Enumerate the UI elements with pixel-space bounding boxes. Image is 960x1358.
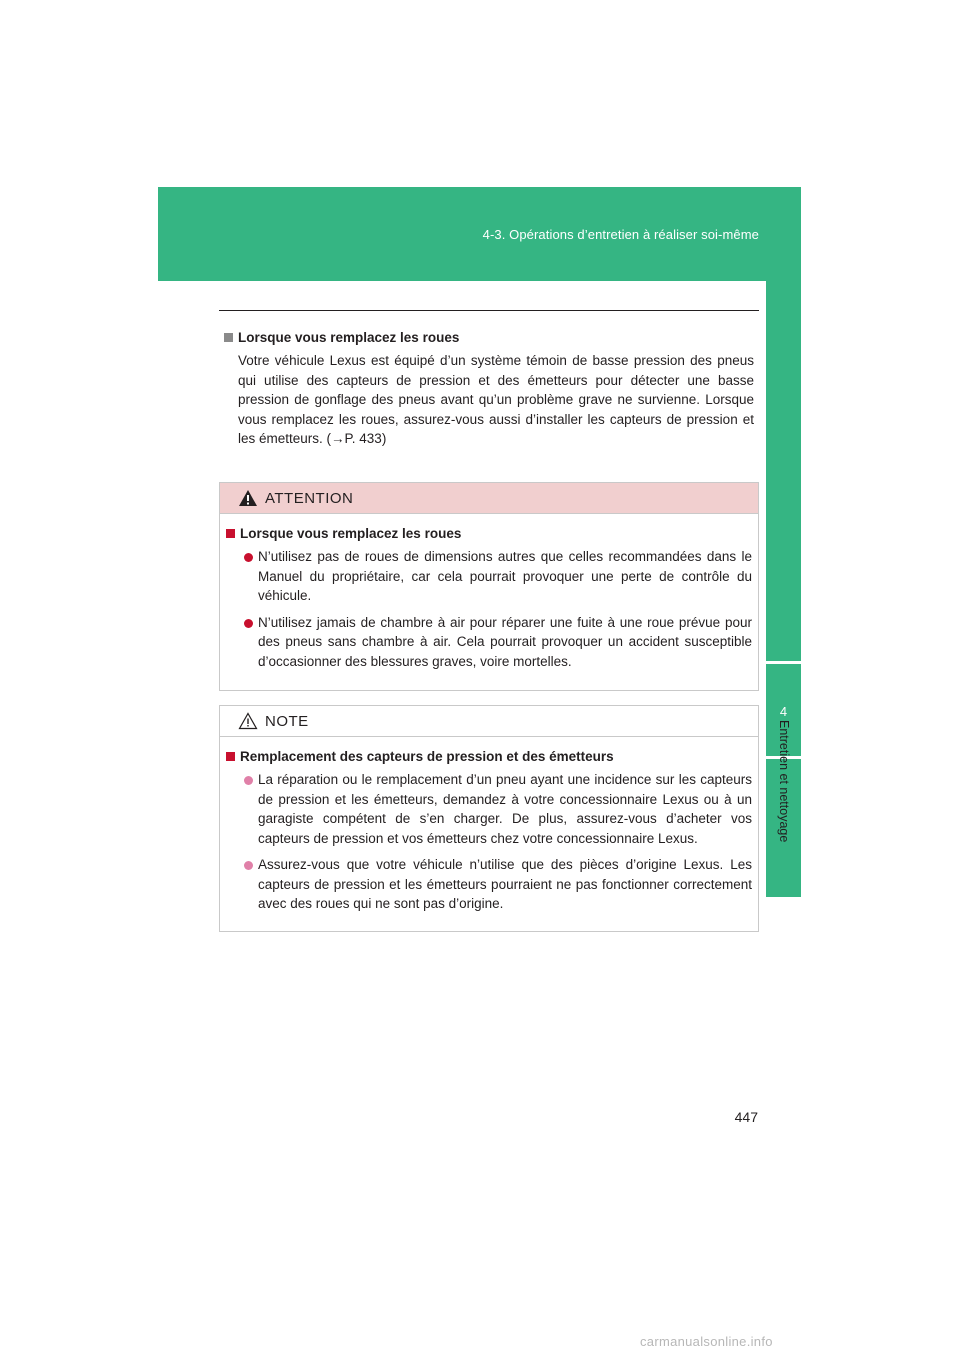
attention-label: ATTENTION xyxy=(265,489,354,507)
attention-box xyxy=(219,482,759,691)
square-bullet-icon xyxy=(226,529,235,538)
list-item: N’utilisez jamais de chambre à air pour réparer une fuite à une roue prévue pour des pneus sans chambre à air. Cela pourrait provoquer un accident susceptible d’occasionner des blessures graves, voire mortelles. xyxy=(244,613,752,672)
list-item: N’utilisez pas de roues de dimensions autres que celles recommandées dans le Manuel du propriétaire, car cela pourrait provoquer une perte de contrôle du véhicule. xyxy=(244,547,752,606)
note-list xyxy=(244,770,752,914)
note-box xyxy=(219,705,759,932)
intro-heading-text: Lorsque vous remplacez les roues xyxy=(238,330,460,345)
attention-list xyxy=(244,547,752,671)
bullet-dot-icon xyxy=(244,861,253,870)
chapter-number: 4 xyxy=(766,661,801,759)
top-divider xyxy=(219,310,759,311)
square-bullet-icon xyxy=(226,752,235,761)
note-body xyxy=(220,737,758,931)
note-header xyxy=(220,706,758,737)
attention-heading-text: Lorsque vous remplacez les roues xyxy=(240,526,462,541)
bullet-dot-icon xyxy=(244,553,253,562)
note-heading-text: Remplacement des capteurs de pression et des émetteurs xyxy=(240,749,614,764)
chapter-label: Entretien et nettoyage xyxy=(777,720,791,843)
bullet-dot-icon xyxy=(244,619,253,628)
intro-heading xyxy=(224,330,754,345)
attention-header xyxy=(220,483,758,514)
list-item: Assurez-vous que votre véhicule n’utilise que des pièces d’origine Lexus. Les capteurs de pression et les émetteurs pourraient ne pas fonctionner correctement avec des roues qui ne sont pas d’origine. xyxy=(244,855,752,914)
section-title: 4-3. Opérations d’entretien à réaliser soi-même xyxy=(482,227,759,242)
attention-heading xyxy=(226,526,752,541)
square-bullet-icon xyxy=(224,333,233,342)
list-item: La réparation ou le remplacement d’un pneu ayant une incidence sur les capteurs de pression et les émetteurs, demandez à votre concessionnaire Lexus ou à un garagiste compétent de s’en charger. De plus, assurez-vous d’acheter vos capteurs de pression et vos émetteurs chez votre concessionnaire Lexus. xyxy=(244,770,752,848)
intro-paragraph: Votre véhicule Lexus est équipé d’un système témoin de basse pression des pneus qui utilise des capteurs de pression et des émetteurs pour détecter une basse pression de gonflage des pneus avant qu’un problème grave ne survienne. Lorsque vous remplacez les roues, assurez-vous aussi d’installer les capteurs de pression et les émetteurs. (→P. 433) xyxy=(238,353,754,446)
attention-body xyxy=(220,514,758,688)
warning-triangle-icon xyxy=(238,489,258,507)
caution-triangle-icon xyxy=(238,712,258,730)
note-label: NOTE xyxy=(265,712,309,730)
intro-section xyxy=(224,330,754,449)
note-heading xyxy=(226,749,752,764)
watermark: carmanualsonline.info xyxy=(640,1334,773,1349)
section-header-band xyxy=(158,187,801,281)
bullet-dot-icon xyxy=(244,776,253,785)
page-number: 447 xyxy=(734,1109,758,1125)
